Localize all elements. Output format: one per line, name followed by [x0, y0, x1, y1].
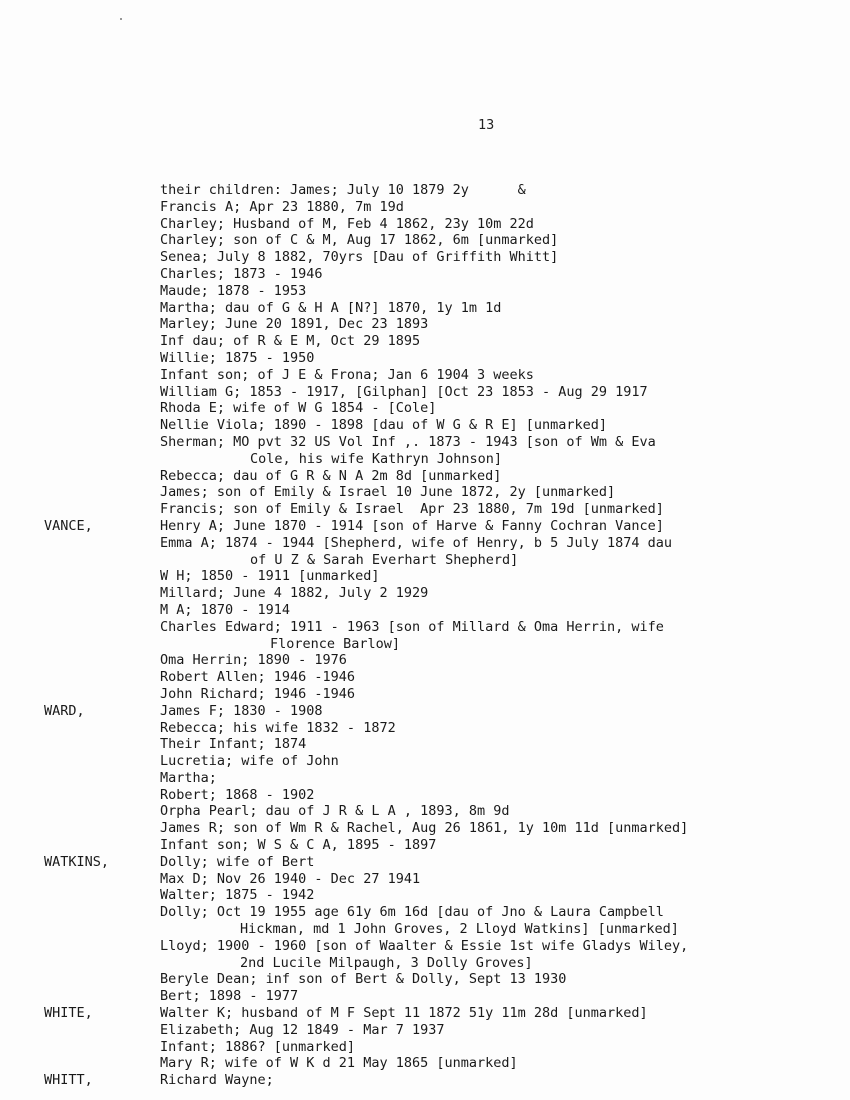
record-line [0, 938, 850, 955]
record-line [0, 921, 850, 938]
record-text: their children: James; July 10 1879 2y & [160, 182, 526, 198]
record-line [0, 216, 850, 233]
record-text: John Richard; 1946 -1946 [160, 685, 356, 702]
record-text: Rebecca; dau of G R & N A 2m 8d [unmarked] [160, 467, 502, 484]
surname-heading: VANCE, [44, 517, 93, 534]
record-text: Martha; dau of G & H A [N?] 1870, 1y 1m 1d [160, 299, 502, 316]
surname-heading: WARD, [44, 702, 85, 719]
record-text: Charles; 1873 - 1946 [160, 265, 323, 282]
record-line [0, 300, 850, 317]
record-line [0, 854, 850, 871]
record-text: Lloyd; 1900 - 1960 [son of Waalter & Essie 1st wife Gladys Wiley, [160, 937, 689, 954]
record-text: Infant; 1886? [unmarked] [160, 1038, 356, 1055]
record-text: Charley; son of C & M, Aug 17 1862, 6m [unmarked] [160, 232, 559, 249]
record-line [0, 971, 850, 988]
record-line [0, 753, 850, 770]
record-text: James; son of Emily & Israel 10 June 1872, 2y [unmarked] [160, 484, 616, 501]
record-line [0, 837, 850, 854]
record-text: Infant son; of J E & Frona; Jan 6 1904 3 weeks [160, 366, 534, 383]
record-text: M A; 1870 - 1914 [160, 601, 291, 618]
record-line [0, 552, 850, 569]
record-line [0, 686, 850, 703]
record-line [0, 535, 850, 552]
record-text: 2nd Lucile Milpaugh, 3 Dolly Groves] [240, 954, 533, 971]
record-text: James R; son of Wm R & Rachel, Aug 26 1861, 1y 10m 11d [unmarked] [160, 820, 689, 837]
record-text: Florence Barlow] [270, 635, 401, 652]
record-text: Willie; 1875 - 1950 [160, 349, 315, 366]
record-text: Emma A; 1874 - 1944 [Shepherd, wife of Henry, b 5 July 1874 dau [160, 534, 673, 551]
record-line [0, 955, 850, 972]
record-text: Robert; 1868 - 1902 [160, 786, 315, 803]
record-text: Maude; 1878 - 1953 [160, 282, 307, 299]
record-text: Orpha Pearl; dau of J R & L A , 1893, 8m 9d [160, 803, 510, 820]
record-line [0, 871, 850, 888]
record-text: Francis A; Apr 23 1880, 7m 19d [160, 198, 404, 215]
record-text: Rhoda E; wife of W G 1854 - [Cole] [160, 400, 437, 417]
record-line [0, 350, 850, 367]
cemetery-record-list [0, 182, 850, 1089]
record-line [0, 434, 850, 451]
record-line [0, 400, 850, 417]
record-text: Senea; July 8 1882, 70yrs [Dau of Griffith Whitt] [160, 249, 559, 266]
record-line [0, 652, 850, 669]
record-line [0, 904, 850, 921]
record-line [0, 266, 850, 283]
record-line [0, 1039, 850, 1056]
record-text: of U Z & Sarah Everhart Shepherd] [250, 551, 519, 568]
record-text: Dolly; wife of Bert [160, 853, 315, 870]
record-text: Walter; 1875 - 1942 [160, 887, 315, 904]
record-line [0, 249, 850, 266]
record-line [0, 787, 850, 804]
page-number: 13 [478, 117, 495, 133]
record-text: Their Infant; 1874 [160, 736, 307, 753]
record-line [0, 367, 850, 384]
record-text: Martha; [160, 769, 217, 786]
record-line [0, 770, 850, 787]
record-text: Max D; Nov 26 1940 - Dec 27 1941 [160, 870, 421, 887]
record-text: Cole, his wife Kathryn Johnson] [250, 450, 502, 467]
record-line [0, 1055, 850, 1072]
surname-heading: WHITE, [44, 1005, 93, 1022]
record-text: Inf dau; of R & E M, Oct 29 1895 [160, 333, 421, 350]
record-text: Bert; 1898 - 1977 [160, 988, 299, 1005]
record-text: Dolly; Oct 19 1955 age 61y 6m 16d [dau of Jno & Laura Campbell [160, 904, 664, 921]
record-text: Oma Herrin; 1890 - 1976 [160, 652, 347, 669]
record-line [0, 1022, 850, 1039]
record-line [0, 803, 850, 820]
record-line [0, 384, 850, 401]
record-line [0, 636, 850, 653]
record-text: James F; 1830 - 1908 [160, 702, 323, 719]
record-text: Richard Wayne; [160, 1072, 274, 1089]
record-line [0, 501, 850, 518]
record-line [0, 518, 850, 535]
record-text: Beryle Dean; inf son of Bert & Dolly, Sept 13 1930 [160, 971, 567, 988]
record-text: Infant son; W S & C A, 1895 - 1897 [160, 837, 437, 854]
record-line [0, 602, 850, 619]
record-line [0, 199, 850, 216]
record-line [0, 333, 850, 350]
record-text: Elizabeth; Aug 12 1849 - Mar 7 1937 [160, 1021, 445, 1038]
record-text: Charles Edward; 1911 - 1963 [son of Millard & Oma Herrin, wife [160, 618, 664, 635]
record-line [0, 988, 850, 1005]
record-line [0, 887, 850, 904]
record-text: Marley; June 20 1891, Dec 23 1893 [160, 316, 429, 333]
record-line [0, 316, 850, 333]
record-line [0, 1005, 850, 1022]
record-line [0, 182, 850, 199]
record-line [0, 451, 850, 468]
scan-speck [120, 18, 122, 20]
record-text: Walter K; husband of M F Sept 11 1872 51y 11m 28d [unmarked] [160, 1005, 648, 1022]
surname-heading: WATKINS, [44, 853, 110, 870]
record-line [0, 417, 850, 434]
record-text: Robert Allen; 1946 -1946 [160, 669, 356, 686]
record-text: Lucretia; wife of John [160, 753, 339, 770]
record-line [0, 283, 850, 300]
record-line [0, 468, 850, 485]
surname-heading: WHITT, [44, 1072, 93, 1089]
record-text: Mary R; wife of W K d 21 May 1865 [unmarked] [160, 1055, 518, 1072]
record-line [0, 585, 850, 602]
record-text: Rebecca; his wife 1832 - 1872 [160, 719, 396, 736]
record-line [0, 669, 850, 686]
record-text: Nellie Viola; 1890 - 1898 [dau of W G & R E] [unmarked] [160, 417, 608, 434]
record-text: Hickman, md 1 John Groves, 2 Lloyd Watkins] [unmarked] [240, 921, 679, 938]
record-text: William G; 1853 - 1917, [Gilphan] [Oct 23 1853 - Aug 29 1917 [160, 383, 648, 400]
record-line [0, 1072, 850, 1089]
record-text: Millard; June 4 1882, July 2 1929 [160, 585, 429, 602]
record-line [0, 703, 850, 720]
record-line [0, 720, 850, 737]
record-line [0, 619, 850, 636]
record-text: Sherman; MO pvt 32 US Vol Inf ,. 1873 - 1943 [son of Wm & Eva [160, 433, 656, 450]
record-line [0, 484, 850, 501]
record-text: Charley; Husband of M, Feb 4 1862, 23y 10m 22d [160, 215, 534, 232]
record-line [0, 568, 850, 585]
record-text: Henry A; June 1870 - 1914 [son of Harve & Fanny Cochran Vance] [160, 517, 664, 534]
record-text: W H; 1850 - 1911 [unmarked] [160, 568, 380, 585]
record-line [0, 736, 850, 753]
record-text: Francis; son of Emily & Israel Apr 23 1880, 7m 19d [unmarked] [160, 501, 664, 518]
record-line [0, 232, 850, 249]
record-line [0, 820, 850, 837]
